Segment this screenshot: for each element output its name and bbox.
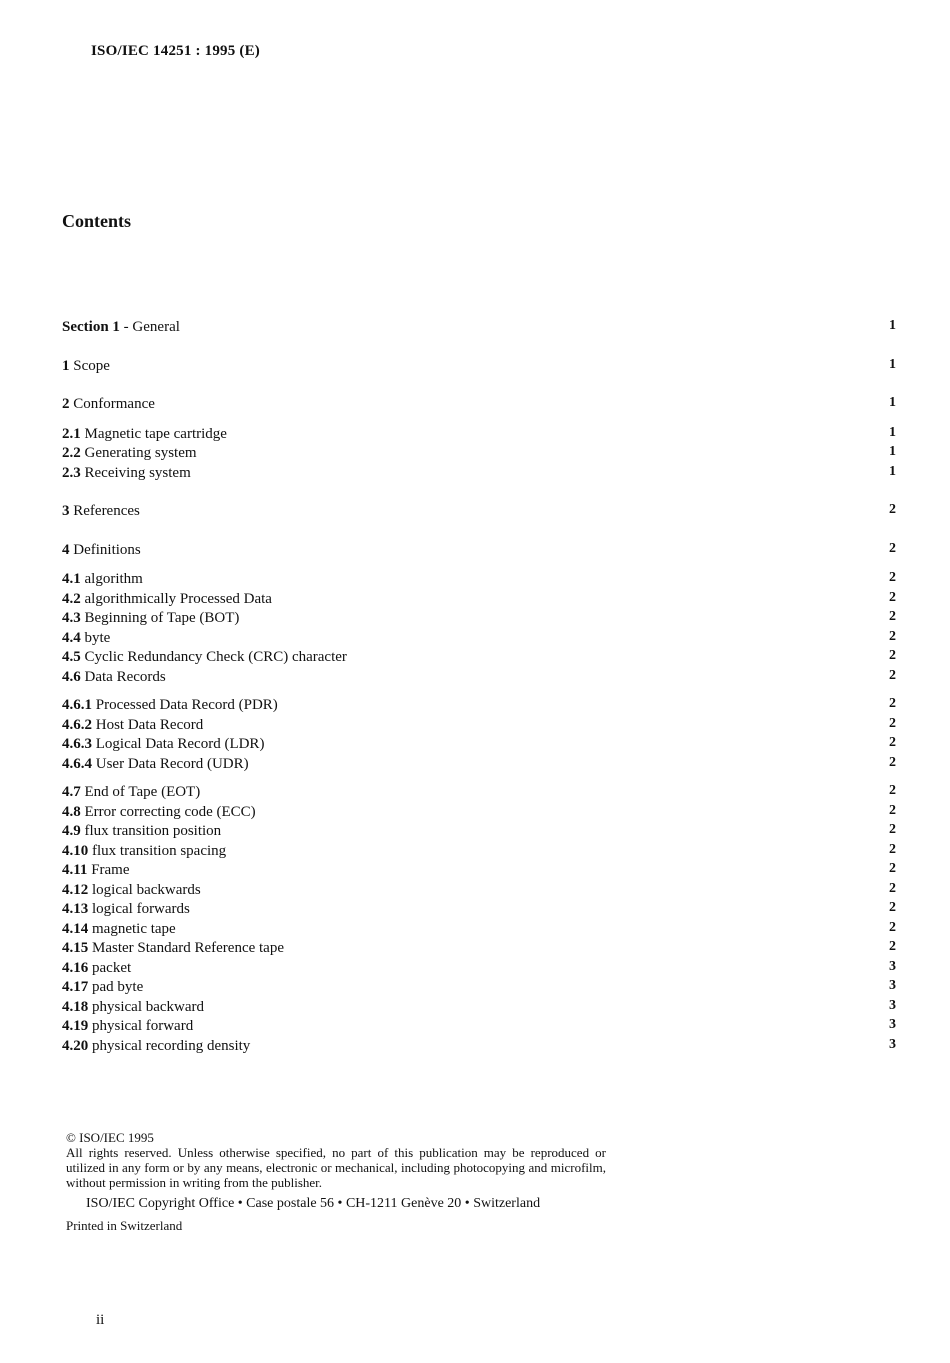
toc-entry-label xyxy=(62,668,166,688)
toc-entry-label xyxy=(62,1037,250,1057)
toc-entry[interactable] xyxy=(62,978,896,998)
toc-entry-page: 2 xyxy=(889,628,896,644)
toc-entry-text: End of Tape (EOT) xyxy=(84,784,201,800)
toc-entry-page: 2 xyxy=(889,715,896,731)
toc-entry-page: 3 xyxy=(889,958,896,974)
toc-entry-text: packet xyxy=(92,959,132,976)
toc-entry-text: magnetic tape xyxy=(92,920,176,937)
toc-entry-label xyxy=(62,861,130,881)
toc-entry-page: 2 xyxy=(889,802,896,818)
toc-entry[interactable] xyxy=(62,609,896,629)
toc-entry-label xyxy=(62,920,176,940)
toc-entry-number: 4.19 xyxy=(62,1018,89,1034)
toc-entry-label xyxy=(62,1017,193,1037)
toc-entry-page: 3 xyxy=(889,978,896,993)
toc-entry-number: 4.6.4 xyxy=(62,755,92,772)
toc-entry-label xyxy=(62,395,155,415)
toc-entry-number: 4.10 xyxy=(62,842,89,859)
toc-entry-label xyxy=(62,783,200,803)
toc-entry-page: 2 xyxy=(889,502,896,517)
toc-entry-number: 4.1 xyxy=(62,571,81,587)
toc-entry-label xyxy=(62,696,278,716)
toc-entry[interactable] xyxy=(62,541,896,561)
toc-entry-page: 2 xyxy=(889,822,896,837)
toc-entry-label xyxy=(62,998,204,1018)
toc-entry-number: 4.6.3 xyxy=(62,736,92,752)
toc-entry[interactable] xyxy=(62,861,896,881)
toc-entry[interactable] xyxy=(62,464,896,484)
toc-entry[interactable] xyxy=(62,425,896,445)
toc-entry-page: 2 xyxy=(889,540,896,556)
toc-entry-label xyxy=(62,755,249,775)
toc-entry-number: 4.17 xyxy=(62,979,89,995)
toc-entry-page: 2 xyxy=(889,648,896,663)
toc-entry[interactable] xyxy=(62,444,896,464)
toc-entry[interactable] xyxy=(62,696,896,716)
toc-entry-label xyxy=(62,629,110,649)
toc-entry[interactable] xyxy=(62,357,896,377)
toc-entry-label xyxy=(62,959,131,979)
toc-entry-label xyxy=(62,444,197,464)
toc-entry[interactable] xyxy=(62,959,896,979)
toc-entry-text: Receiving system xyxy=(84,464,191,481)
toc-entry-label xyxy=(62,648,347,668)
toc-entry-page: 2 xyxy=(889,939,896,954)
toc-entry-text: logical backwards xyxy=(92,881,201,898)
toc-entry[interactable] xyxy=(62,395,896,415)
toc-entry-page: 2 xyxy=(889,667,896,683)
printed-in: Printed in Switzerland xyxy=(66,1218,183,1233)
toc-entry-number: 4.18 xyxy=(62,998,89,1015)
toc-entry-label xyxy=(62,900,190,920)
copyright-office-address: ISO/IEC Copyright Office • Case postale 56 • CH-1211 Genève 20 • Switzerland xyxy=(86,1196,541,1211)
toc-entry-number: 4.16 xyxy=(62,959,89,976)
toc-entry-number: 4.15 xyxy=(62,940,89,956)
toc-entry-page: 2 xyxy=(889,861,896,876)
toc-entry-page: 3 xyxy=(889,1036,896,1052)
toc-entry-text: Error correcting code (ECC) xyxy=(84,803,256,820)
toc-entry-page: 3 xyxy=(889,1017,896,1032)
toc-entry-page: 1 xyxy=(889,356,896,372)
toc-entry[interactable] xyxy=(62,803,896,823)
table-of-contents xyxy=(62,318,896,1056)
toc-entry[interactable] xyxy=(62,1037,896,1057)
toc-entry-text: algorithm xyxy=(84,571,143,587)
toc-entry-label xyxy=(62,609,239,629)
toc-entry-number: 4 xyxy=(62,541,70,558)
toc-entry-number: 4.9 xyxy=(62,823,81,839)
toc-entry[interactable] xyxy=(62,998,896,1018)
toc-entry-text: Generating system xyxy=(84,445,197,461)
toc-entry[interactable] xyxy=(62,822,896,842)
toc-entry-number: 1 xyxy=(62,357,70,374)
toc-entry-text: Processed Data Record (PDR) xyxy=(95,697,278,713)
toc-entry-text: Host Data Record xyxy=(95,716,204,733)
toc-entry-label xyxy=(62,978,143,998)
toc-entry-number: 2.1 xyxy=(62,425,81,442)
toc-entry-text: Data Records xyxy=(84,668,166,685)
toc-entry-text: pad byte xyxy=(92,979,144,995)
toc-entry-text: Magnetic tape cartridge xyxy=(84,425,227,442)
toc-entry-text: References xyxy=(73,503,140,519)
toc-entry[interactable] xyxy=(62,318,896,338)
toc-entry[interactable] xyxy=(62,570,896,590)
toc-entry-text: Conformance xyxy=(73,396,155,412)
toc-entry-text: Logical Data Record (LDR) xyxy=(95,736,265,752)
toc-entry-number: 2.2 xyxy=(62,445,81,461)
toc-entry-separator: - xyxy=(119,319,133,335)
toc-entry[interactable] xyxy=(62,502,896,522)
toc-entry-number: 4.5 xyxy=(62,649,81,665)
toc-entry-label xyxy=(62,822,221,842)
toc-entry[interactable] xyxy=(62,755,896,775)
toc-entry-number: 2 xyxy=(62,396,70,412)
toc-entry[interactable] xyxy=(62,590,896,610)
rights-statement: All rights reserved. Unless otherwise specified, no part of this publication may be reproduced or utilized in any form or by any means, electronic or mechanical, including photocopying and microfilm, without permission in writing from the publisher. xyxy=(66,1145,606,1190)
toc-entry-text: physical forward xyxy=(92,1018,194,1034)
toc-entry-page: 2 xyxy=(889,735,896,750)
toc-entry-page: 2 xyxy=(889,754,896,770)
toc-entry-number: 4.6.1 xyxy=(62,697,92,713)
toc-entry-page: 1 xyxy=(889,463,896,479)
toc-entry-text: Master Standard Reference tape xyxy=(92,940,284,956)
toc-entry-text: flux transition spacing xyxy=(92,842,227,859)
toc-entry-number: 4.13 xyxy=(62,901,89,917)
toc-entry-label xyxy=(62,464,191,484)
toc-entry-label xyxy=(62,570,143,590)
page-title: Contents xyxy=(62,211,132,231)
toc-entry-label xyxy=(62,357,110,377)
copyright-notice xyxy=(66,1130,606,1233)
toc-entry[interactable] xyxy=(62,881,896,901)
toc-entry-text: General xyxy=(132,319,180,335)
toc-entry-text: Beginning of Tape (BOT) xyxy=(84,610,240,626)
copyright-line: © ISO/IEC 1995 xyxy=(66,1130,154,1145)
toc-entry-label xyxy=(62,541,141,561)
toc-entry-label xyxy=(62,881,201,901)
toc-entry[interactable] xyxy=(62,939,896,959)
toc-entry[interactable] xyxy=(62,735,896,755)
toc-entry[interactable] xyxy=(62,900,896,920)
toc-entry-number: 4.6.2 xyxy=(62,716,92,733)
toc-entry-text: byte xyxy=(84,629,111,646)
toc-entry-number: 4.14 xyxy=(62,920,89,937)
toc-entry-page: 1 xyxy=(889,395,896,410)
toc-entry-page: 2 xyxy=(889,589,896,605)
toc-entry-number: 4.3 xyxy=(62,610,81,626)
toc-entry-page: 2 xyxy=(889,841,896,857)
toc-entry-number: 4.7 xyxy=(62,784,81,800)
toc-entry-text: algorithmically Processed Data xyxy=(84,590,272,607)
toc-entry-number: 4.12 xyxy=(62,881,89,898)
toc-entry-label xyxy=(62,939,284,959)
toc-entry-page: 2 xyxy=(889,900,896,915)
toc-entry-page: 1 xyxy=(889,444,896,459)
toc-entry-number: 3 xyxy=(62,503,70,519)
toc-entry-label xyxy=(62,716,203,736)
toc-entry-label xyxy=(62,590,272,610)
toc-entry[interactable] xyxy=(62,648,896,668)
toc-entry-page: 2 xyxy=(889,696,896,711)
document-header: ISO/IEC 14251 : 1995 (E) xyxy=(91,43,260,59)
toc-entry-label xyxy=(62,318,180,338)
toc-entry-label xyxy=(62,502,140,522)
toc-entry[interactable] xyxy=(62,920,896,940)
toc-entry-label xyxy=(62,803,256,823)
toc-entry-label xyxy=(62,842,226,862)
toc-entry-label xyxy=(62,735,264,755)
toc-entry-number: 4.4 xyxy=(62,629,81,646)
toc-entry-text: logical forwards xyxy=(92,901,190,917)
toc-entry-text: physical backward xyxy=(92,998,205,1015)
toc-entry-number: 4.20 xyxy=(62,1037,89,1054)
toc-entry-text: Definitions xyxy=(73,541,141,558)
toc-entry-page: 2 xyxy=(889,783,896,798)
toc-entry-text: flux transition position xyxy=(84,823,222,839)
toc-entry-number: 4.8 xyxy=(62,803,81,820)
toc-entry-page: 2 xyxy=(889,919,896,935)
toc-entry-number: 2.3 xyxy=(62,464,81,481)
toc-entry[interactable] xyxy=(62,668,896,688)
toc-entry-page: 1 xyxy=(889,424,896,440)
toc-entry-number: 4.11 xyxy=(62,862,88,878)
toc-entry-number: 4.6 xyxy=(62,668,81,685)
toc-entry-number: Section 1 xyxy=(62,319,120,335)
toc-entry-label xyxy=(62,425,227,445)
toc-entry[interactable] xyxy=(62,716,896,736)
toc-entry[interactable] xyxy=(62,1017,896,1037)
toc-entry-number: 4.2 xyxy=(62,590,81,607)
toc-entry-text: physical recording density xyxy=(92,1037,251,1054)
toc-entry-page: 1 xyxy=(889,318,896,333)
toc-entry-page: 2 xyxy=(889,880,896,896)
page-number: ii xyxy=(96,1312,105,1328)
toc-entry-page: 3 xyxy=(889,997,896,1013)
toc-entry[interactable] xyxy=(62,629,896,649)
toc-entry-text: Scope xyxy=(73,357,110,374)
toc-entry-text: Cyclic Redundancy Check (CRC) character xyxy=(84,649,347,665)
toc-entry[interactable] xyxy=(62,842,896,862)
toc-entry-text: User Data Record (UDR) xyxy=(95,755,249,772)
toc-entry-page: 2 xyxy=(889,609,896,624)
toc-entry-page: 2 xyxy=(889,570,896,585)
toc-entry-text: Frame xyxy=(91,862,130,878)
toc-entry[interactable] xyxy=(62,783,896,803)
